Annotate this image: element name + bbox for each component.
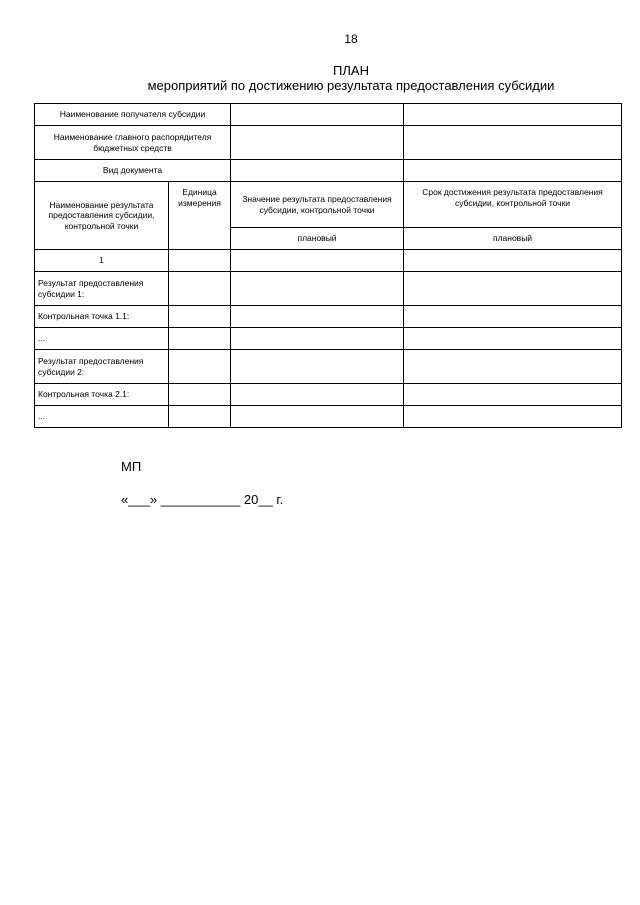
plan-table [34,103,622,428]
table-cell[interactable] [169,272,231,306]
column-number-row [35,250,622,272]
header-row [35,182,622,228]
col-header-result-name: Наименование результата предоставления субсидии, контрольной точки [35,182,169,250]
column-number: 1 [35,250,169,272]
table-row [35,272,622,306]
row-label: Результат предоставления субсидии 1: [35,272,169,306]
document-title: ПЛАН [333,63,369,78]
col-header-unit: Единица измерения [169,182,231,250]
row-label: ... [35,328,169,350]
col-header-deadline: Срок достижения результата предоставления субсидии, контрольной точки [404,182,622,228]
date-line: «___» ___________ 20__ г. [121,492,284,507]
table-cell[interactable] [169,306,231,328]
table-cell[interactable] [169,406,231,428]
table-cell[interactable] [404,272,622,306]
table-cell[interactable] [169,250,231,272]
manager-extra-cell[interactable] [404,126,622,160]
recipient-extra-cell[interactable] [404,104,622,126]
table-cell[interactable] [404,328,622,350]
table-row [35,350,622,384]
table-cell[interactable] [169,384,231,406]
row-label: Результат предоставления субсидии 2: [35,350,169,384]
manager-value-cell[interactable] [231,126,404,160]
table-cell[interactable] [404,350,622,384]
row-label: Контрольная точка 2.1: [35,384,169,406]
table-row [35,406,622,428]
table-cell[interactable] [231,250,404,272]
table-row [35,306,622,328]
table-cell[interactable] [231,350,404,384]
table-cell[interactable] [231,272,404,306]
table-cell[interactable] [404,306,622,328]
doc-type-row [35,160,622,182]
doc-type-label: Вид документа [35,160,231,182]
page-number: 18 [344,32,358,46]
row-label: Контрольная точка 1.1: [35,306,169,328]
table-cell[interactable] [169,350,231,384]
row-label: ... [35,406,169,428]
doc-type-value-cell[interactable] [231,160,404,182]
recipient-label: Наименование получателя субсидии [35,104,231,126]
stamp-place: МП [121,459,142,474]
recipient-value-cell[interactable] [231,104,404,126]
table-cell[interactable] [231,384,404,406]
table-cell[interactable] [404,250,622,272]
table-cell[interactable] [231,328,404,350]
recipient-row [35,104,622,126]
table-cell[interactable] [231,406,404,428]
col-header-value: Значение результата предоставления субсидии, контрольной точки [231,182,404,228]
col-subheader-planned-deadline: плановый [404,228,622,250]
manager-row [35,126,622,160]
doc-type-extra-cell[interactable] [404,160,622,182]
table-cell[interactable] [404,384,622,406]
col-subheader-planned-value: плановый [231,228,404,250]
table-cell[interactable] [231,306,404,328]
table-row [35,384,622,406]
table-cell[interactable] [404,406,622,428]
manager-label: Наименование главного распорядителя бюджетных средств [35,126,231,160]
document-subtitle: мероприятий по достижению результата предоставления субсидии [147,78,555,93]
table-row [35,328,622,350]
table-cell[interactable] [169,328,231,350]
